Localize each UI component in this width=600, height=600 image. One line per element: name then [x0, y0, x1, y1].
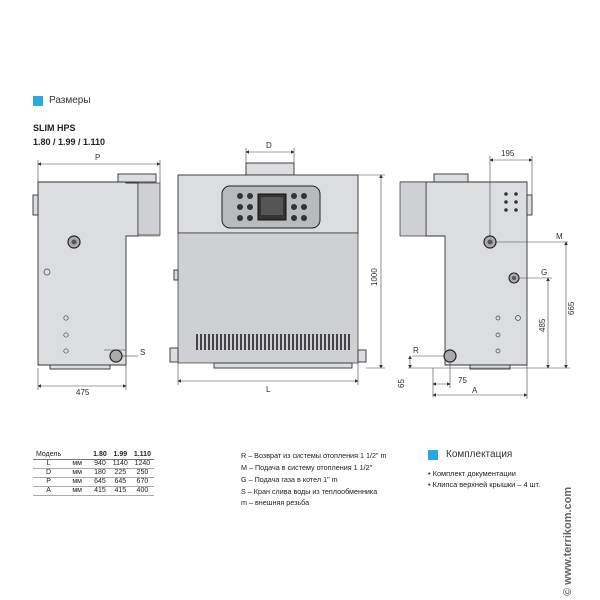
- vent-slot: [264, 334, 266, 350]
- table-cell: 645: [110, 478, 131, 487]
- table-cell: 1240: [131, 460, 154, 469]
- table-cell: мм: [64, 460, 90, 469]
- label-1000: 1000: [370, 268, 379, 286]
- vent-slot: [320, 334, 322, 350]
- vent-slot: [212, 334, 214, 350]
- komplekt-item: • Комплект документации: [428, 469, 516, 478]
- table-cell: 415: [90, 487, 110, 496]
- front-view: [170, 141, 385, 394]
- legend-item: M – Подача в систему отопления 1 1/2": [241, 463, 373, 472]
- table-cell: 415: [110, 487, 131, 496]
- table-row: [33, 478, 154, 487]
- vent-slot: [232, 334, 234, 350]
- vent-slot: [220, 334, 222, 350]
- vent-slot: [312, 334, 314, 350]
- vent-slot: [248, 334, 250, 350]
- table-cell: 940: [90, 460, 110, 469]
- vent-slot: [292, 334, 294, 350]
- vent-slot: [244, 334, 246, 350]
- table-row: [33, 487, 154, 496]
- vent-slot: [216, 334, 218, 350]
- vent-slot: [300, 334, 302, 350]
- table-row: [33, 469, 154, 478]
- legend-item: R – Возврат из системы отопления 1 1/2" m: [241, 451, 387, 460]
- table-cell: 250: [131, 469, 154, 478]
- table-row: [33, 460, 154, 469]
- vent-slot: [200, 334, 202, 350]
- vent-slot: [272, 334, 274, 350]
- table-cell: мм: [64, 469, 90, 478]
- vent-slot: [308, 334, 310, 350]
- label-665: 665: [567, 301, 576, 315]
- label-l: L: [266, 385, 271, 394]
- vent-slot: [304, 334, 306, 350]
- model-variants: 1.80 / 1.99 / 1.110: [33, 137, 106, 147]
- vent-slot: [228, 334, 230, 350]
- komplekt-marker-icon: [428, 450, 438, 460]
- vent-slot: [316, 334, 318, 350]
- table-cell: P: [33, 478, 64, 487]
- label-485: 485: [538, 318, 547, 332]
- table-cell: мм: [64, 478, 90, 487]
- label-p: P: [95, 153, 101, 162]
- vent-slot: [340, 334, 342, 350]
- legend-item: S – Кран слива воды из теплообменника: [241, 487, 378, 496]
- table-cell: 180: [90, 469, 110, 478]
- legend-item: G – Подача газа в котел 1" m: [241, 475, 338, 484]
- vent-slot: [336, 334, 338, 350]
- dimensions-table: [33, 451, 154, 496]
- table-cell: 400: [131, 487, 154, 496]
- vent-slot: [288, 334, 290, 350]
- side-view-right: [397, 149, 576, 399]
- table-cell: 670: [131, 478, 154, 487]
- vent-slot: [296, 334, 298, 350]
- vent-slot: [256, 334, 258, 350]
- vent-slot: [240, 334, 242, 350]
- table-header-cell: [64, 451, 90, 460]
- watermark: © www.terrikom.com: [562, 486, 574, 596]
- label-75: 75: [458, 376, 467, 385]
- table-cell: A: [33, 487, 64, 496]
- vent-slot: [236, 334, 238, 350]
- label-m: M: [556, 232, 563, 241]
- table-cell: 1140: [110, 460, 131, 469]
- vent-slot: [268, 334, 270, 350]
- table-header-cell: 1.99: [110, 451, 131, 460]
- label-r: R: [413, 346, 419, 355]
- vent-slot: [280, 334, 282, 350]
- label-s: S: [140, 348, 146, 357]
- table-cell: D: [33, 469, 64, 478]
- table-header-cell: 1.80: [90, 451, 110, 460]
- table-header-row: [33, 451, 154, 460]
- table-cell: L: [33, 460, 64, 469]
- side-view-left: [33, 153, 160, 397]
- table-cell: мм: [64, 487, 90, 496]
- vent-slot: [332, 334, 334, 350]
- vent-slot: [208, 334, 210, 350]
- table-header-cell: 1.110: [131, 451, 154, 460]
- table-header-cell: Модель: [33, 451, 64, 460]
- label-195: 195: [501, 149, 515, 158]
- vent-slot: [348, 334, 350, 350]
- table-cell: 645: [90, 478, 110, 487]
- label-g: G: [541, 268, 548, 277]
- label-a: A: [472, 386, 478, 395]
- section-title: Размеры: [49, 95, 91, 106]
- table-cell: 225: [110, 469, 131, 478]
- vent-slot: [284, 334, 286, 350]
- vent-slot: [344, 334, 346, 350]
- komplekt-item: • Клипса верхней крышки – 4 шт.: [428, 480, 541, 489]
- label-d: D: [266, 141, 272, 150]
- label-475: 475: [76, 388, 90, 397]
- model-name: SLIM HPS: [33, 123, 76, 133]
- vent-slot: [324, 334, 326, 350]
- vent-slot: [204, 334, 206, 350]
- legend-item: m – внешняя резьба: [241, 498, 310, 507]
- komplekt-title: Комплектация: [446, 449, 513, 460]
- vent-slot: [260, 334, 262, 350]
- vent-slot: [196, 334, 198, 350]
- vent-slot: [276, 334, 278, 350]
- label-65: 65: [397, 379, 406, 388]
- vent-slot: [252, 334, 254, 350]
- vent-slot: [224, 334, 226, 350]
- vent-slot: [328, 334, 330, 350]
